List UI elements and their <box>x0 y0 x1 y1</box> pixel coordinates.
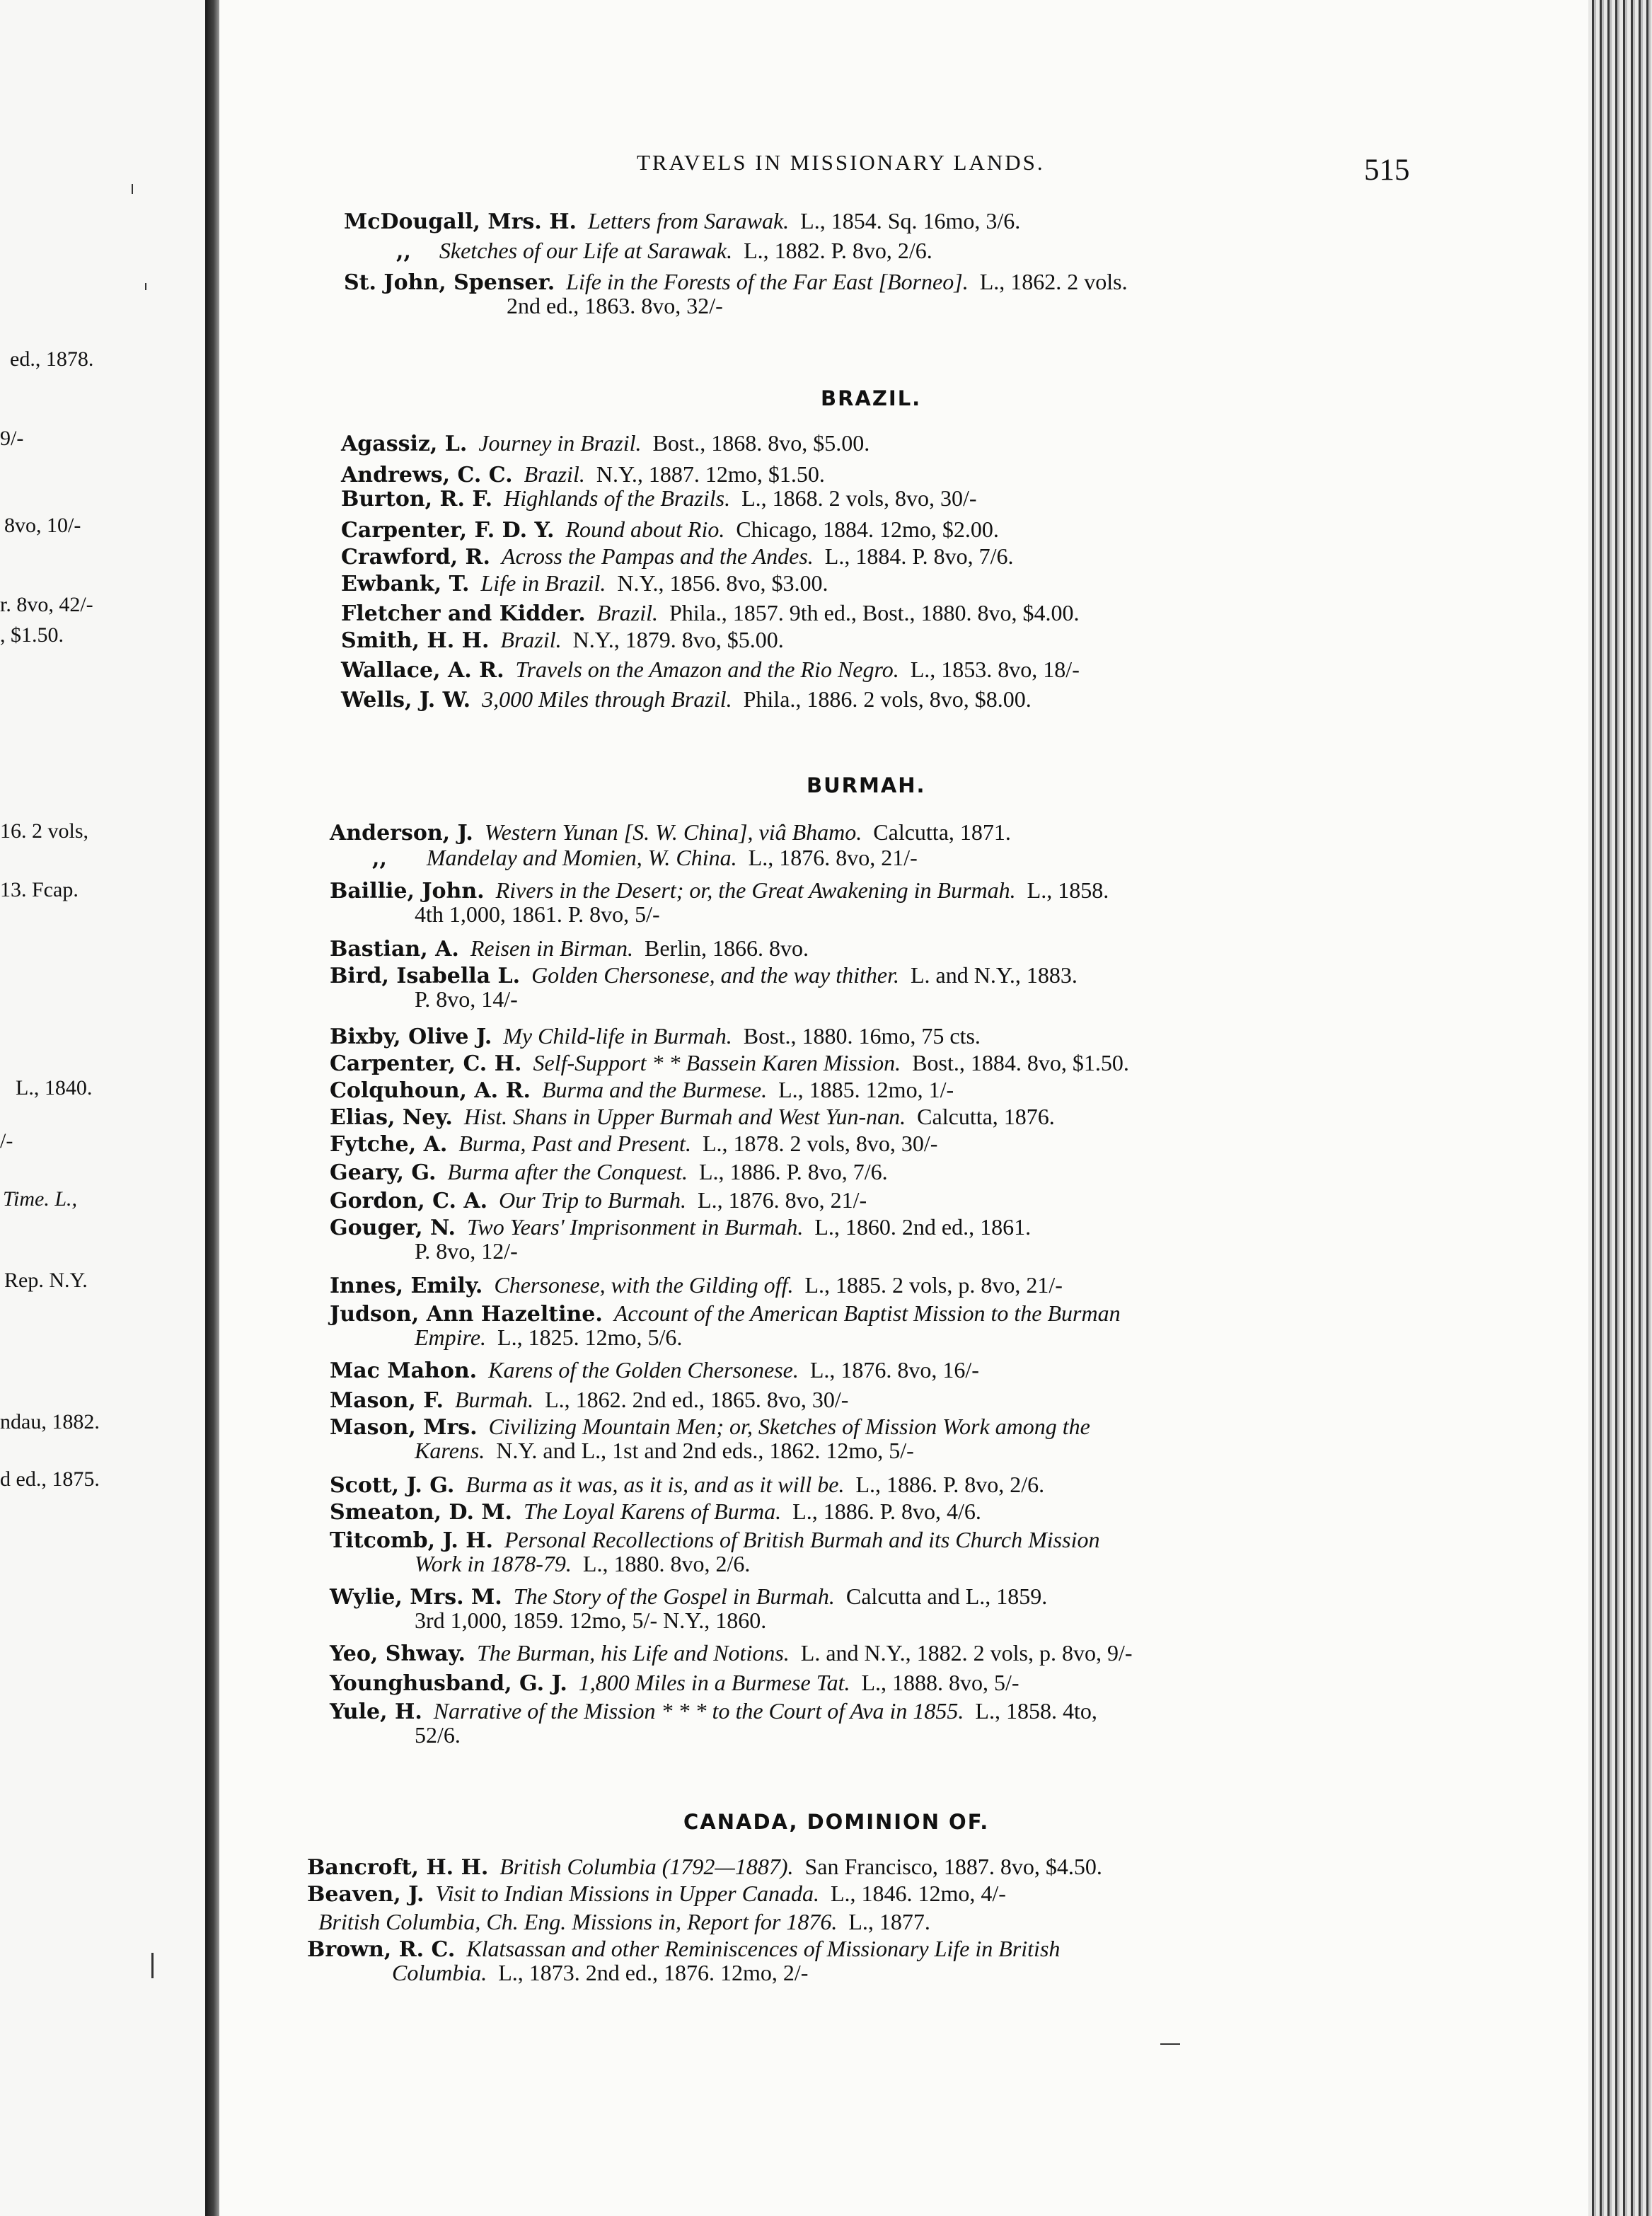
running-title: TRAVELS IN MISSIONARY LANDS. <box>637 150 1045 175</box>
bib-entry: Yule, H. Narrative of the Mission * * * to the Court of Ava in 1855. L., 1858. 4to, 52/6. <box>330 1698 1097 1748</box>
bib-entry: Mason, Mrs. Civilizing Mountain Men; or, Sketches of Mission Work among the Karens. N.Y. and L., 1st and 2nd eds., 1862. 12mo, 5/- <box>330 1414 1090 1463</box>
book-gutter <box>205 0 219 2216</box>
bib-entry: Bancroft, H. H. British Columbia (1792—1887). San Francisco, 1887. 8vo, $4.50. <box>307 1854 1102 1880</box>
page-number: 515 <box>1364 154 1410 187</box>
bib-entry: St. John, Spenser. Life in the Forests of the Far East [Borneo]. L., 1862. 2 vols. 2nd ed., 1863. 8vo, 32/- <box>344 269 1128 318</box>
left-fragment: 13. Fcap. <box>0 878 79 901</box>
left-fragment: Time. L., <box>3 1187 78 1211</box>
left-fragment: r. 8vo, 42/- <box>0 593 93 616</box>
section-heading-burmah: BURMAH. <box>807 773 926 797</box>
bib-entry: Baillie, John. Rivers in the Desert; or, the Great Awakening in Burmah. L., 1858. 4th 1,000, 1861. P. 8vo, 5/- <box>330 877 1109 927</box>
section-heading-brazil: BRAZIL. <box>821 386 922 410</box>
bib-entry: Beaven, J. Visit to Indian Missions in Upper Canada. L., 1846. 12mo, 4/- <box>307 1881 1006 1907</box>
left-fragment: ed., 1878. <box>10 347 94 371</box>
bib-entry: ,, Mandelay and Momien, W. China. L., 1876. 8vo, 21/- <box>372 845 918 871</box>
speck-mark <box>145 283 146 290</box>
bib-entry: ,, Sketches of our Life at Sarawak. L., 1882. P. 8vo, 2/6. <box>396 238 932 264</box>
page-edges <box>1588 0 1652 2216</box>
bib-entry: Gouger, N. Two Years' Imprisonment in Burmah. L., 1860. 2nd ed., 1861. P. 8vo, 12/- <box>330 1214 1032 1264</box>
left-fragment: L., 1840. <box>16 1076 93 1100</box>
left-fragment: , $1.50. <box>0 623 64 647</box>
bib-entry: Fytche, A. Burma, Past and Present. L., 1878. 2 vols, 8vo, 30/- <box>330 1131 938 1157</box>
speck-mark <box>151 1953 154 1978</box>
bib-entry: Gordon, C. A. Our Trip to Burmah. L., 1876. 8vo, 21/- <box>330 1187 867 1213</box>
bib-entry: Wylie, Mrs. M. The Story of the Gospel in Burmah. Calcutta and L., 1859. 3rd 1,000, 1859. 12mo, 5/- N.Y., 1860. <box>330 1583 1048 1633</box>
bib-entry: Carpenter, F. D. Y. Round about Rio. Chicago, 1884. 12mo, $2.00. <box>341 517 999 543</box>
left-fragment: 9/- <box>0 427 24 450</box>
left-fragment: d ed., 1875. <box>0 1467 100 1491</box>
bib-entry: Scott, J. G. Burma as it was, as it is, and as it will be. L., 1886. P. 8vo, 2/6. <box>330 1472 1045 1498</box>
bib-entry: Mason, F. Burmah. L., 1862. 2nd ed., 1865. 8vo, 30/- <box>330 1387 849 1413</box>
bib-entry: Titcomb, J. H. Personal Recollections of British Burmah and its Church Mission Work in 1878-79. L., 1880. 8vo, 2/6. <box>330 1527 1100 1576</box>
bib-entry: Carpenter, C. H. Self-Support * * Bassein Karen Mission. Bost., 1884. 8vo, $1.50. <box>330 1050 1129 1076</box>
bib-entry: Colquhoun, A. R. Burma and the Burmese. L., 1885. 12mo, 1/- <box>330 1077 954 1103</box>
left-fragment: 16. 2 vols, <box>0 819 89 843</box>
bib-entry: Mac Mahon. Karens of the Golden Chersonese. L., 1876. 8vo, 16/- <box>330 1357 979 1383</box>
bib-entry: Innes, Emily. Chersonese, with the Gilding off. L., 1885. 2 vols, p. 8vo, 21/- <box>330 1272 1063 1298</box>
bib-entry: Agassiz, L. Journey in Brazil. Bost., 1868. 8vo, $5.00. <box>341 430 870 456</box>
bib-entry: Brown, R. C. Klatsassan and other Reminiscences of Missionary Life in British Columbia. L., 1873. 2nd ed., 1876. 12mo, 2/- <box>307 1936 1061 1985</box>
left-fragment: ndau, 1882. <box>0 1410 100 1433</box>
bib-entry: Crawford, R. Across the Pampas and the Andes. L., 1884. P. 8vo, 7/6. <box>341 543 1014 570</box>
bib-entry: Geary, G. Burma after the Conquest. L., 1886. P. 8vo, 7/6. <box>330 1159 888 1185</box>
bib-entry: Andrews, C. C. Brazil. N.Y., 1887. 12mo, $1.50. <box>341 461 825 487</box>
bib-entry: Ewbank, T. Life in Brazil. N.Y., 1856. 8vo, $3.00. <box>341 570 828 596</box>
left-fragment: /- <box>0 1129 13 1153</box>
bib-entry: British Columbia, Ch. Eng. Missions in, Report for 1876. L., 1877. <box>318 1909 930 1934</box>
left-page-edge <box>0 0 205 2216</box>
bib-entry: Anderson, J. Western Yunan [S. W. China], viâ Bhamo. Calcutta, 1871. <box>330 819 1011 846</box>
end-dash-mark <box>1160 2043 1180 2045</box>
left-fragment: 8vo, 10/- <box>4 514 81 537</box>
bib-entry: Wells, J. W. 3,000 Miles through Brazil. Phila., 1886. 2 vols, 8vo, $8.00. <box>341 686 1032 712</box>
bib-entry: Yeo, Shway. The Burman, his Life and Notions. L. and N.Y., 1882. 2 vols, p. 8vo, 9/- <box>330 1640 1133 1666</box>
bib-entry: Wallace, A. R. Travels on the Amazon and the Rio Negro. L., 1853. 8vo, 18/- <box>341 657 1080 683</box>
section-heading-canada: CANADA, DOMINION OF. <box>683 1810 990 1834</box>
bib-entry: Burton, R. F. Highlands of the Brazils. L., 1868. 2 vols, 8vo, 30/- <box>341 485 977 512</box>
left-fragment: Rep. N.Y. <box>4 1269 88 1292</box>
bib-entry: Bastian, A. Reisen in Birman. Berlin, 1866. 8vo. <box>330 935 809 962</box>
bib-entry: Smeaton, D. M. The Loyal Karens of Burma. L., 1886. P. 8vo, 4/6. <box>330 1499 981 1525</box>
bib-entry: Elias, Ney. Hist. Shans in Upper Burmah and West Yun-nan. Calcutta, 1876. <box>330 1104 1055 1130</box>
bib-entry: Judson, Ann Hazeltine. Account of the American Baptist Mission to the Burman Empire. L., 1825. 12mo, 5/6. <box>330 1300 1121 1350</box>
bib-entry: Bixby, Olive J. My Child-life in Burmah. Bost., 1880. 16mo, 75 cts. <box>330 1023 981 1049</box>
speck-mark <box>132 184 133 194</box>
bib-entry: Smith, H. H. Brazil. N.Y., 1879. 8vo, $5.00. <box>341 627 784 653</box>
bib-entry: McDougall, Mrs. H. Letters from Sarawak. L., 1854. Sq. 16mo, 3/6. <box>344 208 1021 234</box>
bib-entry: Bird, Isabella L. Golden Chersonese, and the way thither. L. and N.Y., 1883. P. 8vo, 14/- <box>330 962 1078 1012</box>
bib-entry: Fletcher and Kidder. Brazil. Phila., 1857. 9th ed., Bost., 1880. 8vo, $4.00. <box>341 600 1080 626</box>
bib-entry: Younghusband, G. J. 1,800 Miles in a Burmese Tat. L., 1888. 8vo, 5/- <box>330 1670 1019 1696</box>
